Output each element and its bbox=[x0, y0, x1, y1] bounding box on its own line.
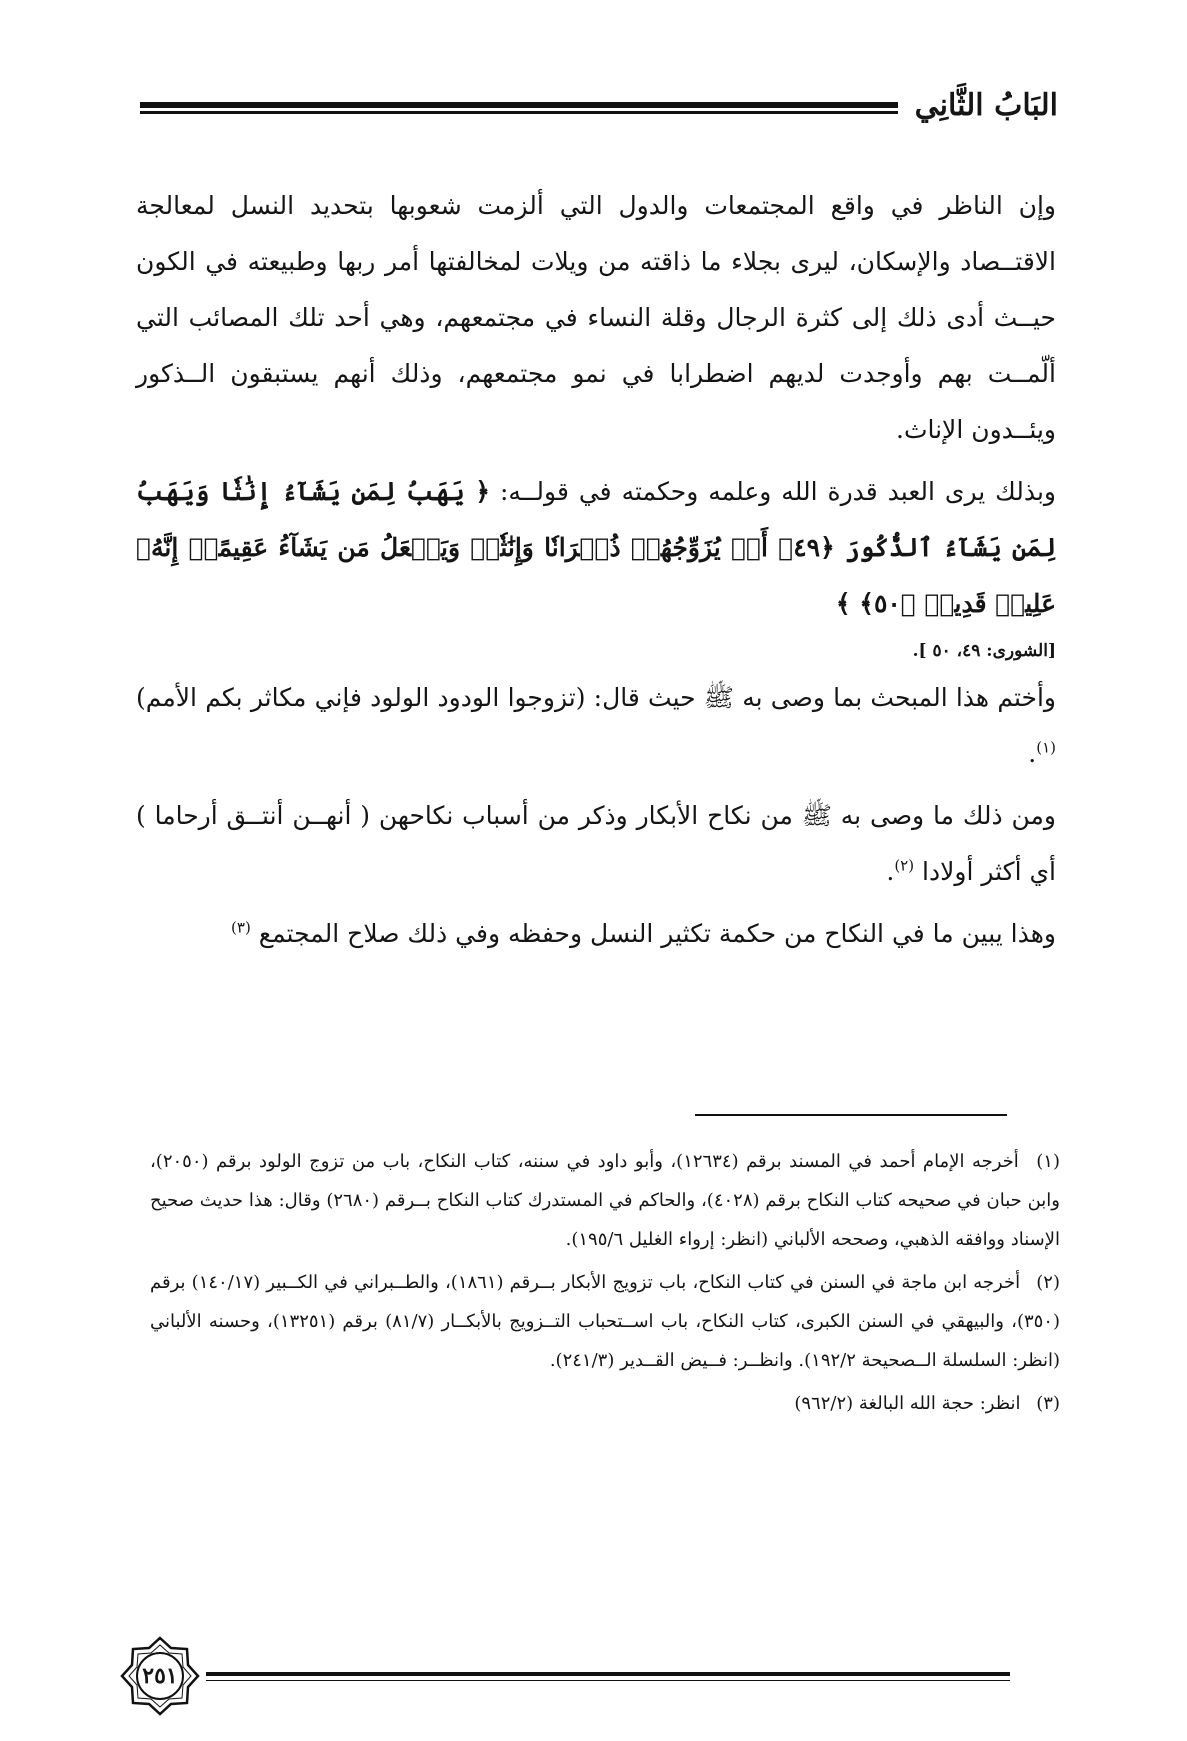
footnote-2 bbox=[150, 1263, 1060, 1380]
footnote-separator bbox=[695, 1114, 1007, 1116]
header-rule-thick bbox=[140, 102, 898, 108]
paragraph-4-end: . bbox=[886, 857, 895, 886]
footnote-number: (٣) bbox=[1036, 1393, 1060, 1414]
paragraph-2 bbox=[136, 464, 1056, 632]
footer-rule-thin bbox=[206, 1680, 1010, 1681]
footnote-mark-3: (٣) bbox=[231, 918, 251, 937]
paragraph-4-text: ومن ذلك ما وصى به ﷺ من نكاح الأبكار وذكر من أسباب نكاحهن ( أنهــن أنتــق أرحاما ) أي أكثر أولادا bbox=[136, 801, 1056, 886]
footnote-text: أخرجه ابن ماجة في السنن في كتاب النكاح، باب تزويج الأبكار بــرقم (١٨٦١)، والطــبراني في الكــبير (١٤٠/١٧) برقم (٣٥٠)، والبيهقي في السنن الكبرى، كتاب النكاح، باب اســتحباب التــزويج بالأبكــار (٨١/٧) برقم (١٣٢٥١)، وحسنه الألباني (انظر: السلسلة الــصحيحة ١٩٢/٢). وانظــر: فــيض القــدير (٢٤١/٣). bbox=[150, 1272, 1061, 1371]
page-number: ٢٥١ bbox=[142, 1663, 178, 1689]
footnote-number: (١) bbox=[1036, 1151, 1060, 1172]
verse-reference: [الشورى: ٤٩، ٥٠ ]. bbox=[912, 641, 1056, 661]
paragraph-3 bbox=[136, 670, 1056, 782]
footnote-3 bbox=[150, 1384, 1060, 1423]
footnote-mark-2: (٢) bbox=[894, 856, 915, 875]
paragraph-1: وإن الناظر في واقع المجتمعات والدول التي ألزمت شعوبها بتحديد النسل لمعالجة الاقتــصاد والإسكان، ليرى بجلاء ما ذاقته من ويلات لمخالفتها أمر ربها وطبيعته في الكون حيــث أدى ذلك إلى كثرة الرجال وقلة النساء في مجتمعهم، وهي أحد تلك المصائب التي ألّمــت بهم وأوجدت لديهم اضطرابا في نمو مجتمعهم، وذلك أنهم يستبقون الــذكور ويئــدون الإناث. bbox=[136, 191, 1056, 444]
quran-verse: ﴿ يَهَبُ لِمَن يَشَآءُ إِنَٰثٗا وَيَهَبُ لِمَن يَشَآءُ ٱلذُّكُورَ ﴿٤٩﴾ أَوۡ يُزَوِّجُهُمۡ ذُكۡرَانٗا وَإِنَٰثٗاۖ وَيَجۡعَلُ مَن يَشَآءُ عَقِيمًاۚ إِنَّهُۥ عَلِيمٞ قَدِيرٞ ﴿٥٠﴾ ﴾ bbox=[136, 477, 1056, 618]
chapter-title: البَابُ الثَّانِي bbox=[914, 88, 1058, 123]
paragraph-3-end: . bbox=[1028, 739, 1037, 768]
paragraph-5-text: وهذا يبين ما في النكاح من حكمة تكثير النسل وحفظه وفي ذلك صلاح المجتمع bbox=[258, 919, 1056, 948]
paragraph-3-text: وأختم هذا المبحث بما وصى به ﷺ حيث قال: (تزوجوا الودود الولود فإني مكاثر بكم الأمم) bbox=[136, 683, 1056, 712]
main-text bbox=[136, 178, 1056, 962]
footnote-text: أخرجه الإمام أحمد في المسند برقم (١٢٦٣٤)، وأبو داود في سننه، كتاب النكاح، باب من تزوج الولود برقم (٢٠٥٠)، وابن حبان في صحيحه كتاب النكاح برقم (٤٠٢٨)، والحاكم في المستدرك كتاب النكاح بــرقم (٢٦٨٠) وقال: هذا حديث صحيح الإسناد ووافقه الذهبي، وصححه الألباني (انظر: إرواء الغليل ١٩٥/٦). bbox=[150, 1151, 1060, 1250]
paragraph-4 bbox=[136, 788, 1056, 900]
paragraph-2-lead: وبذلك يرى العبد قدرة الله وعلمه وحكمته في قولــه: bbox=[499, 477, 1057, 506]
header-rule bbox=[140, 102, 898, 115]
footer-rule bbox=[206, 1672, 1010, 1676]
footnote-mark-1: (١) bbox=[1036, 738, 1056, 757]
page-footer bbox=[120, 1636, 1010, 1716]
running-header bbox=[140, 88, 1058, 128]
footnote-1 bbox=[150, 1142, 1060, 1259]
footnotes bbox=[150, 1142, 1060, 1427]
paragraph-5 bbox=[136, 906, 1056, 962]
footnote-number: (٢) bbox=[1036, 1272, 1060, 1293]
header-rule-thin bbox=[140, 111, 898, 114]
footnote-text: انظر: حجة الله البالغة (٩٦٢/٢) bbox=[794, 1393, 1021, 1414]
